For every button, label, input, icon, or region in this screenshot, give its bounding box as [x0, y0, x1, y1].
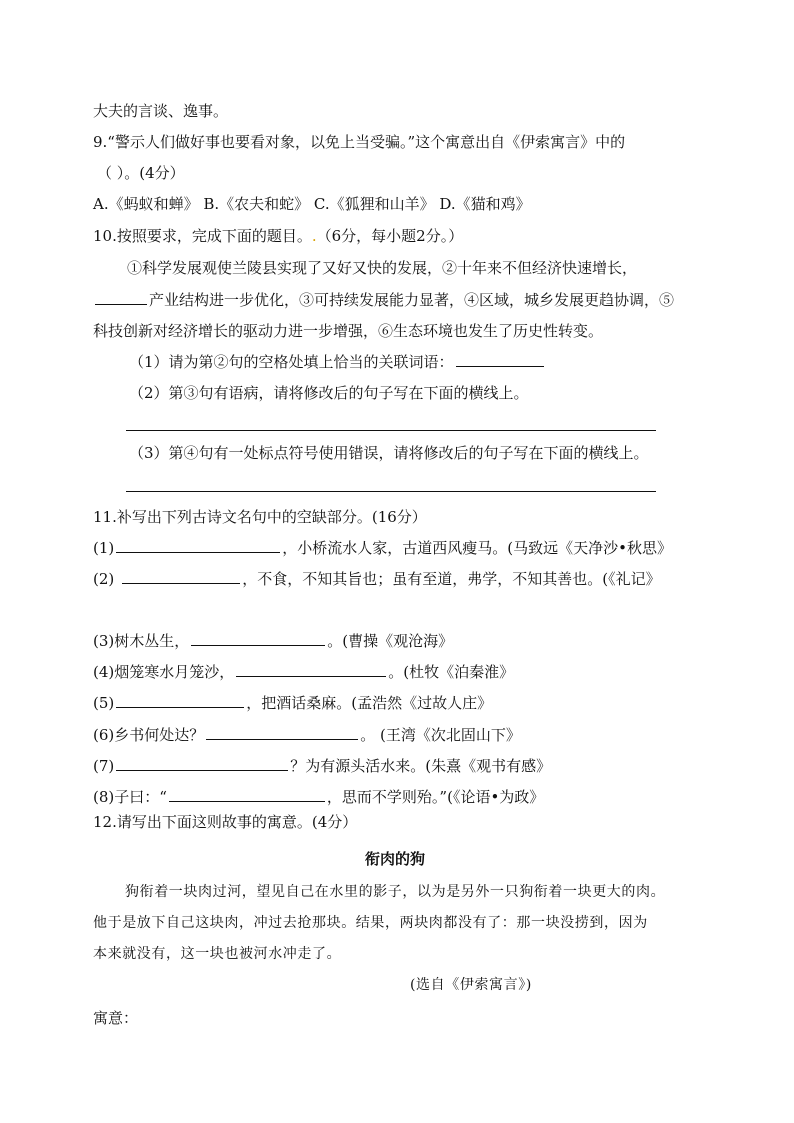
sub-question-3: （3）第④句有一处标点符号使用错误，请将修改后的句子写在下面的横线上。 [129, 444, 649, 462]
sub-question-1-text: （1）请为第②句的空格处填上恰当的关联词语： [129, 353, 454, 371]
story-title: 衔肉的狗 [365, 850, 426, 868]
fill-blank-3[interactable] [191, 631, 325, 646]
stray-dot: . [311, 227, 317, 245]
passage-line-1: ①科学发展观使兰陵县实现了又好又快的发展，②十年来不但经济快速增长， [127, 259, 638, 277]
question-9-answer-bracket: （ ）。(4分） [97, 164, 185, 182]
fill-blank-8[interactable] [169, 787, 325, 802]
fill-item-4-lead: (4)烟笼寒水月笼沙， [93, 663, 235, 681]
fill-item-1 [93, 538, 672, 558]
passage-line-2 [93, 290, 674, 310]
story-source: (选自《伊索寓言》) [410, 977, 532, 993]
fill-blank-2[interactable] [122, 569, 240, 584]
fill-item-2 [93, 569, 661, 589]
question-9-stem: 9.“警示人们做好事也要看对象，以免上当受骗。”这个寓意出自《伊索寓言》中的 [93, 133, 626, 151]
answer-line-2[interactable] [126, 430, 656, 431]
fill-item-5 [93, 693, 492, 713]
fill-item-8-lead: (8)子曰：“ [93, 788, 167, 806]
fill-item-7 [93, 756, 551, 776]
question-12-stem: 12.请写出下面这则故事的寓意。(4分） [93, 813, 358, 831]
fill-item-6-text: 。 (王湾《次北固山下》 [360, 726, 521, 744]
fill-blank-7[interactable] [116, 756, 288, 771]
fill-item-2-num: (2) [93, 570, 115, 588]
fill-blank-4[interactable] [236, 662, 386, 677]
passage-blank[interactable] [95, 290, 147, 305]
fill-item-2-text: ，不食，不知其旨也；虽有至道，弗学，不知其善也。(《礼记》 [242, 570, 661, 588]
fill-item-4 [93, 662, 514, 682]
fill-item-6-lead: (6)乡书何处达？ [93, 726, 205, 744]
fill-item-6 [93, 725, 521, 745]
question-9-options: A.《蚂蚁和蝉》 B.《农夫和蛇》 C.《狐狸和山羊》 D.《猫和鸡》 [93, 195, 531, 213]
sub-question-2: （2）第③句有语病，请将修改后的句子写在下面的横线上。 [129, 384, 529, 402]
fill-blank-6[interactable] [206, 725, 358, 740]
fill-item-1-num: (1) [93, 539, 115, 557]
passage-line-2-text: 产业结构进一步优化，③可持续发展能力显著，④区域，城乡发展更趋协调，⑤ [149, 291, 675, 309]
fill-item-3-lead: (3)树木丛生， [93, 632, 190, 650]
fill-item-4-text: 。(杜牧《泊秦淮》 [388, 663, 515, 681]
meaning-label: 寓意： [93, 1009, 139, 1027]
story-line-1: 狗衔着一块肉过河，望见自己在水里的影子，以为是另外一只狗衔着一块更大的肉。 [125, 884, 666, 900]
fill-blank-1[interactable] [116, 538, 280, 553]
fill-item-3-text: 。(曹操《观沧海》 [327, 632, 454, 650]
question-11-stem: 11.补写出下列古诗文名句中的空缺部分。(16分） [93, 508, 427, 526]
fill-item-7-num: (7) [93, 757, 115, 775]
passage-line-3: 科技创新对经济增长的驱动力进一步增强，⑥生态环境也发生了历史性转变。 [93, 322, 604, 340]
fill-item-7-text: ？为有源头活水来。(朱熹《观书有感》 [290, 757, 552, 775]
fill-item-8-text: ，思而不学则殆。”(《论语•为政》 [326, 788, 545, 806]
story-line-3: 本来就没有，这一块也被河水冲走了。 [93, 946, 342, 962]
question-10-score: （6分，每小题2分。） [316, 227, 464, 245]
answer-line-3[interactable] [126, 491, 656, 492]
fill-item-1-text: ，小桥流水人家，古道西风瘦马。(马致远《天净沙•秋思》 [282, 539, 672, 557]
question-10-text: 10.按照要求，完成下面的题目。 [93, 227, 312, 245]
fill-item-5-text: ，把酒话桑麻。(孟浩然《过故人庄》 [246, 694, 493, 712]
fill-blank-5[interactable] [116, 693, 244, 708]
answer-blank-1[interactable] [456, 352, 544, 367]
sub-question-1 [129, 352, 546, 372]
continued-text: 大夫的言谈、逸事。 [93, 102, 229, 120]
question-10-stem [93, 226, 463, 246]
fill-item-8 [93, 787, 544, 807]
fill-item-5-num: (5) [93, 694, 115, 712]
fill-item-3 [93, 631, 453, 651]
story-line-2: 他于是放下自己这块肉，冲过去抢那块。结果，两块肉都没有了：那一块没捞到，因为 [93, 915, 648, 931]
